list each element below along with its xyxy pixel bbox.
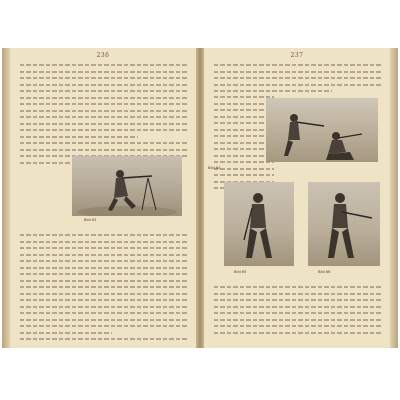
figure-caption-bild-63: Bild 63 [84,218,97,222]
standing-soldier-figure-left [224,182,294,266]
body-text-bottom [20,234,188,345]
figure-caption-bild-64: Bild 64 [208,166,221,170]
figure-caption-bild-66: Bild 66 [318,270,331,274]
left-page [10,48,196,348]
book-gutter [196,48,204,348]
figure-photo-two-soldiers [266,98,378,162]
body-text-bottom-right [214,286,382,338]
figure-photo-standing-soldier-left [224,182,294,266]
page-edge-right [390,48,398,348]
body-text-top [20,64,188,168]
page-number-right: 237 [290,52,304,59]
side-text-column [214,96,274,194]
figure-photo-standing-soldier-right [308,182,380,266]
page-number-left: 236 [96,52,110,59]
figure-photo-kneeling-shooter [72,156,182,216]
standing-soldier-figure-right [308,182,380,266]
body-text-top-right [214,64,382,97]
figure-caption-bild-65: Bild 65 [234,270,247,274]
two-soldiers-figure [266,98,378,162]
kneeling-soldier-figure [72,156,182,216]
page-edge-left [2,48,10,348]
right-page [204,48,390,348]
book-spread [2,48,398,348]
